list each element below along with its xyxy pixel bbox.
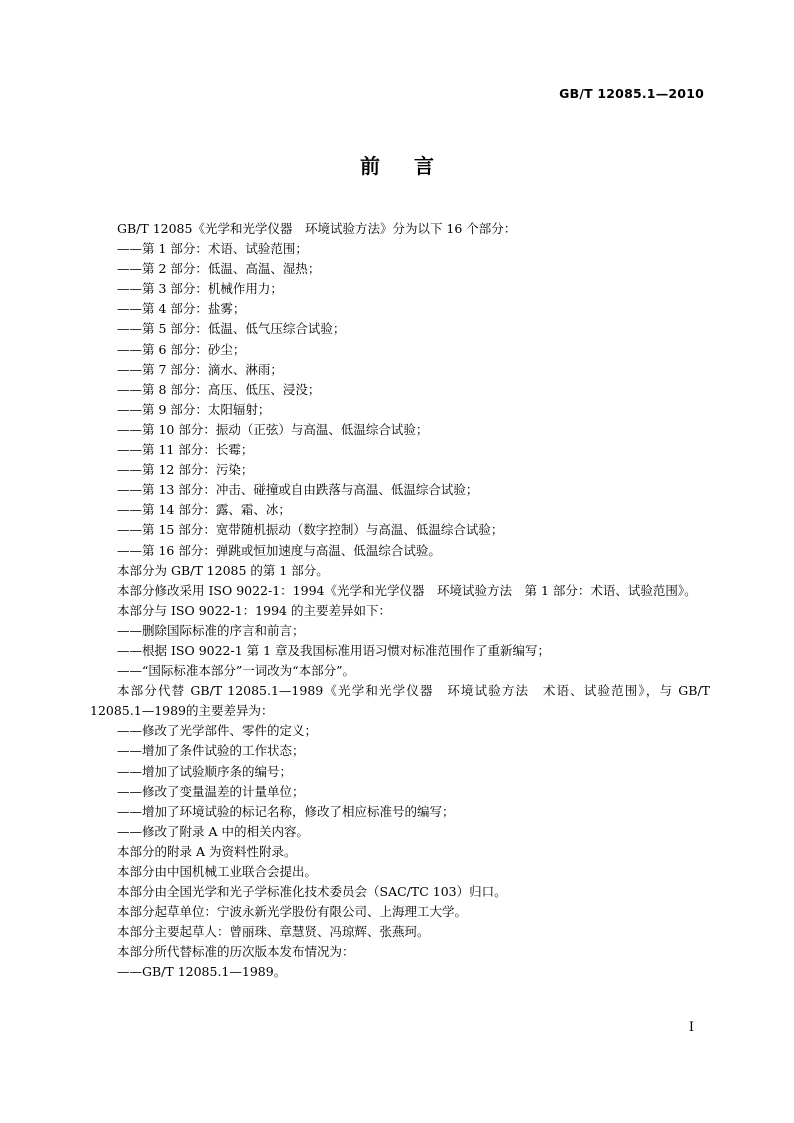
page-title: 前言	[360, 154, 468, 178]
list-item: ——第 13 部分：冲击、碰撞或自由跌落与高温、低温综合试验；	[117, 482, 479, 498]
list-item: ——第 3 部分：机械作用力；	[117, 281, 283, 297]
paragraph: 本部分为 GB/T 12085 的第 1 部分。	[117, 562, 329, 578]
list-item: ——第 16 部分：弹跳或恒加速度与高温、低温综合试验。	[117, 542, 441, 558]
list-item: ——第 2 部分：低温、高温、湿热；	[117, 261, 321, 277]
list-item: ——增加了环境试验的标记名称，修改了相应标准号的编写；	[117, 803, 455, 819]
list-item: ——“国际标准本部分”一词改为“本部分”。	[117, 663, 356, 679]
list-item: ——第 11 部分：长霉；	[117, 442, 254, 458]
list-item: ——第 7 部分：滴水、淋雨；	[117, 361, 283, 377]
list-item: ——根据 ISO 9022-1 第 1 章及我国标准用语习惯对标准范围作了重新编写；	[117, 642, 551, 658]
list-item: ——第 4 部分：盐雾；	[117, 301, 246, 317]
list-item: ——第 8 部分：高压、低压、浸没；	[117, 381, 321, 397]
paragraph: 本部分修改采用 ISO 9022-1：1994《光学和光学仪器 环境试验方法 第 1 部分：术语、试验范围》。	[117, 582, 697, 598]
paragraph: 本部分起草单位：宁波永新光学股份有限公司、上海理工大学。	[117, 904, 468, 920]
list-item: ——增加了条件试验的工作状态；	[117, 743, 305, 759]
paragraph: 本部分由中国机械工业联合会提出。	[117, 864, 318, 879]
foreword-body	[90, 219, 710, 983]
list-item: ——第 6 部分：砂尘；	[117, 341, 246, 357]
list-item: ——第 9 部分：太阳辐射；	[117, 401, 271, 417]
paragraph: 本部分主要起草人：曾丽珠、章慧贤、冯琼辉、张燕珂。	[117, 924, 430, 940]
paragraph: 本部分代替 GB/T 12085.1—1989《光学和光学仪器 环境试验方法 术语、试验范围》，与 GB/T 12085.1—1989的主要差异为：	[90, 683, 710, 719]
paragraph: 本部分由全国光学和光子学标准化技术委员会（SAC/TC 103）归口。	[117, 884, 507, 900]
standard-number: GB/T 12085.1—2010	[559, 86, 704, 101]
paragraph: 本部分与 ISO 9022-1：1994 的主要差异如下：	[117, 602, 391, 618]
list-item: ——修改了变量温差的计量单位；	[117, 783, 305, 799]
list-item: ——第 10 部分：振动（正弦）与高温、低温综合试验；	[117, 421, 429, 437]
list-item: ——第 12 部分：污染；	[117, 462, 254, 478]
paragraph: 本部分的附录 A 为资料性附录。	[117, 843, 297, 859]
list-item: ——第 14 部分：露、霜、冰；	[117, 502, 291, 518]
list-item: ——第 5 部分：低温、低气压综合试验；	[117, 321, 346, 337]
paragraph: 本部分所代替标准的历次版本发布情况为：	[117, 944, 355, 960]
paragraph: GB/T 12085《光学和光学仪器 环境试验方法》分为以下 16 个部分：	[117, 221, 517, 236]
list-item: ——GB/T 12085.1—1989。	[117, 964, 287, 980]
list-item: ——修改了光学部件、零件的定义；	[117, 723, 318, 739]
list-item: ——修改了附录 A 中的相关内容。	[117, 823, 309, 839]
list-item: ——第 1 部分：术语、试验范围；	[117, 241, 308, 257]
page-number: I	[688, 1020, 694, 1035]
list-item: ——第 15 部分：宽带随机振动（数字控制）与高温、低温综合试验；	[117, 522, 504, 538]
list-item: ——删除国际标准的序言和前言；	[117, 622, 305, 638]
list-item: ——增加了试验顺序条的编号；	[117, 763, 293, 779]
